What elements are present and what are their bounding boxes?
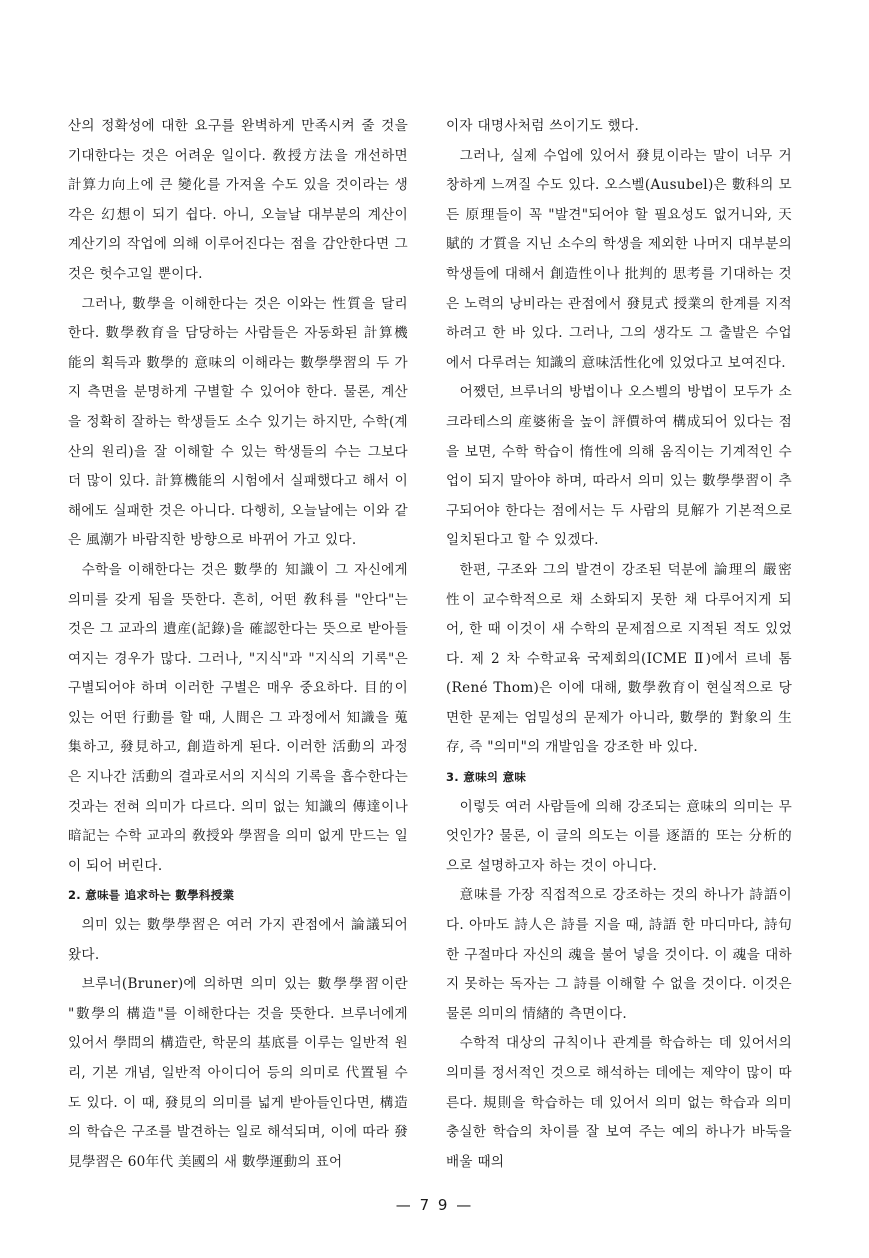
- paragraph: 산의 정확성에 대한 요구를 완벽하게 만족시켜 줄 것을 기대한다는 것은 어려운 일이다. 敎授方法을 개선하면 計算力向上에 큰 變化를 가져올 수도 있을 것이라는 생각은 幻想이 되기 쉽다. 아니, 오늘날 대부분의 계산이 계산기의 작업에 의해 이루어진다는 점을 감안한다면 그것은 헛수고일 뿐이다.: [68, 118, 408, 282]
- paragraph: 어쨌던, 브루너의 방법이나 오스벨의 방법이 모두가 소크라테스의 産婆術을 높이 評價하여 構成되어 있다는 점을 보면, 수학 학습이 惰性에 의해 움직이는 기계적인 수업이 되지 말아야 하며, 따라서 의미 있는 數學學習이 추구되어야 한다는 점에서는 두 사람의 見解가 기본적으로 일치된다고 할 수 있겠다.: [446, 384, 792, 549]
- paragraph: 그러나, 數學을 이해한다는 것은 이와는 性質을 달리한다. 數學敎育을 담당하는 사람들은 자동화된 計算機能의 획득과 數學的 意味의 이해라는 數學學習의 두 가지 측면을 분명하게 구별할 수 있어야 한다. 물론, 계산을 정확히 잘하는 학생들도 소수 있기는 하지만, 수학(계산의 원리)을 잘 이해할 수 있는 학생들의 수는 그보다 더 많이 있다. 計算機能의 시험에서 실패했다고 해서 이해에도 실패한 것은 아니다. 다행히, 오늘날에는 이와 같은 風潮가 바람직한 방향으로 바뀌어 가고 있다.: [68, 295, 408, 549]
- paragraph: 수학을 이해한다는 것은 數學的 知識이 그 자신에게 의미를 갖게 됨을 뜻한다. 흔히, 어떤 敎科를 "안다"는 것은 그 교과의 遺産(記錄)을 確認한다는 뜻으로 받아들여지는 경우가 많다. 그러나, "지식"과 "지식의 기록"은 구별되어야 하며 이러한 구별은 매우 중요하다. 目的이 있는 어떤 行動를 할 때, 人間은 그 과정에서 知識을 蒐集하고, 發見하고, 創造하게 된다. 이러한 活動의 과정은 지나간 活動의 결과로서의 지식의 기록을 흡수한다는 것과는 전혀 의미가 다르다. 의미 없는 知識의 傳達이나 暗記는 수학 교과의 敎授와 學習을 의미 없게 만드는 일이 되어 버린다.: [68, 561, 408, 874]
- section-heading: 3. 意味의 意味: [446, 770, 527, 785]
- page-number: — 7 9 —: [395, 1196, 474, 1214]
- right-column: [446, 112, 792, 1177]
- section-heading: 2. 意味를 追求하는 數學科授業: [68, 888, 235, 903]
- left-column: [68, 112, 408, 1177]
- paragraph: 그러나, 실제 수업에 있어서 發見이라는 말이 너무 거창하게 느껴질 수도 있다. 오스벨(Ausubel)은 數科의 모든 原理들이 꼭 "발견"되어야 할 필요성도 없거니와, 天賦的 才質을 지닌 소수의 학생을 제외한 나머지 대부분의 학생들에 대해서 創造性이나 批判的 思考를 기대하는 것은 노력의 낭비라는 관점에서 發見式 授業의 한계를 지적하려고 한 바 있다. 그러나, 그의 생각도 그 출발은 수업에서 다루려는 知識의 意味活性化에 있었다고 보여진다.: [446, 147, 792, 371]
- paragraph: 이렇듯 여러 사람들에 의해 강조되는 意味의 의미는 무엇인가? 물론, 이 글의 의도는 이를 逐語的 또는 分析的으로 설명하고자 하는 것이 아니다.: [446, 798, 792, 874]
- paragraph: 이자 대명사처럼 쓰이기도 했다.: [446, 118, 640, 134]
- paragraph: 의미 있는 數學學習은 여러 가지 관점에서 論議되어 왔다.: [68, 917, 408, 963]
- paragraph: 수학적 대상의 규칙이나 관계를 학습하는 데 있어서의 의미를 정서적인 것으로 해석하는 데에는 제약이 많이 따른다. 規則을 학습하는 데 있어서 의미 없는 학습과 의미 충실한 학습의 차이를 잘 보여 주는 예의 하나가 바둑을 배울 때의: [446, 1035, 792, 1170]
- paragraph: 브루너(Bruner)에 의하면 의미 있는 數學學習이란 "數學의 構造"를 이해한다는 것을 뜻한다. 브루너에게 있어서 學問의 構造란, 학문의 基底를 이루는 일반적 원리, 기본 개념, 일반적 아이디어 등의 의미로 代置될 수도 있다. 이 때, 發見의 의미를 넓게 받아들인다면, 構造의 학습은 구조를 발견하는 일로 해석되며, 이에 따라 發見學習은 60年代 美國의 새 數學運動의 표어: [68, 976, 408, 1170]
- paragraph: 한편, 구조와 그의 발견이 강조된 덕분에 論理의 嚴密性이 교수학적으로 채 소화되지 못한 채 다루어지게 되어, 한 때 이것이 새 수학의 문제점으로 지적된 적도 있었다. 제 2 차 수학교육 국제회의(ICME Ⅱ)에서 르네 톰(René Thom)은 이에 대해, 數學敎育이 현실적으로 당면한 문제는 엄밀성의 문제가 아니라, 數學的 對象의 生存, 즉 "의미"의 개발임을 강조한 바 있다.: [446, 561, 792, 756]
- paragraph: 意味를 가장 직접적으로 강조하는 것의 하나가 詩語이다. 아마도 詩人은 詩를 지을 때, 詩語 한 마디마다, 詩句 한 구절마다 자신의 魂을 불어 넣을 것이다. 이 魂을 대하지 못하는 독자는 그 詩를 이해할 수 없을 것이다. 이것은 물론 의미의 情緖的 측면이다.: [446, 887, 792, 1022]
